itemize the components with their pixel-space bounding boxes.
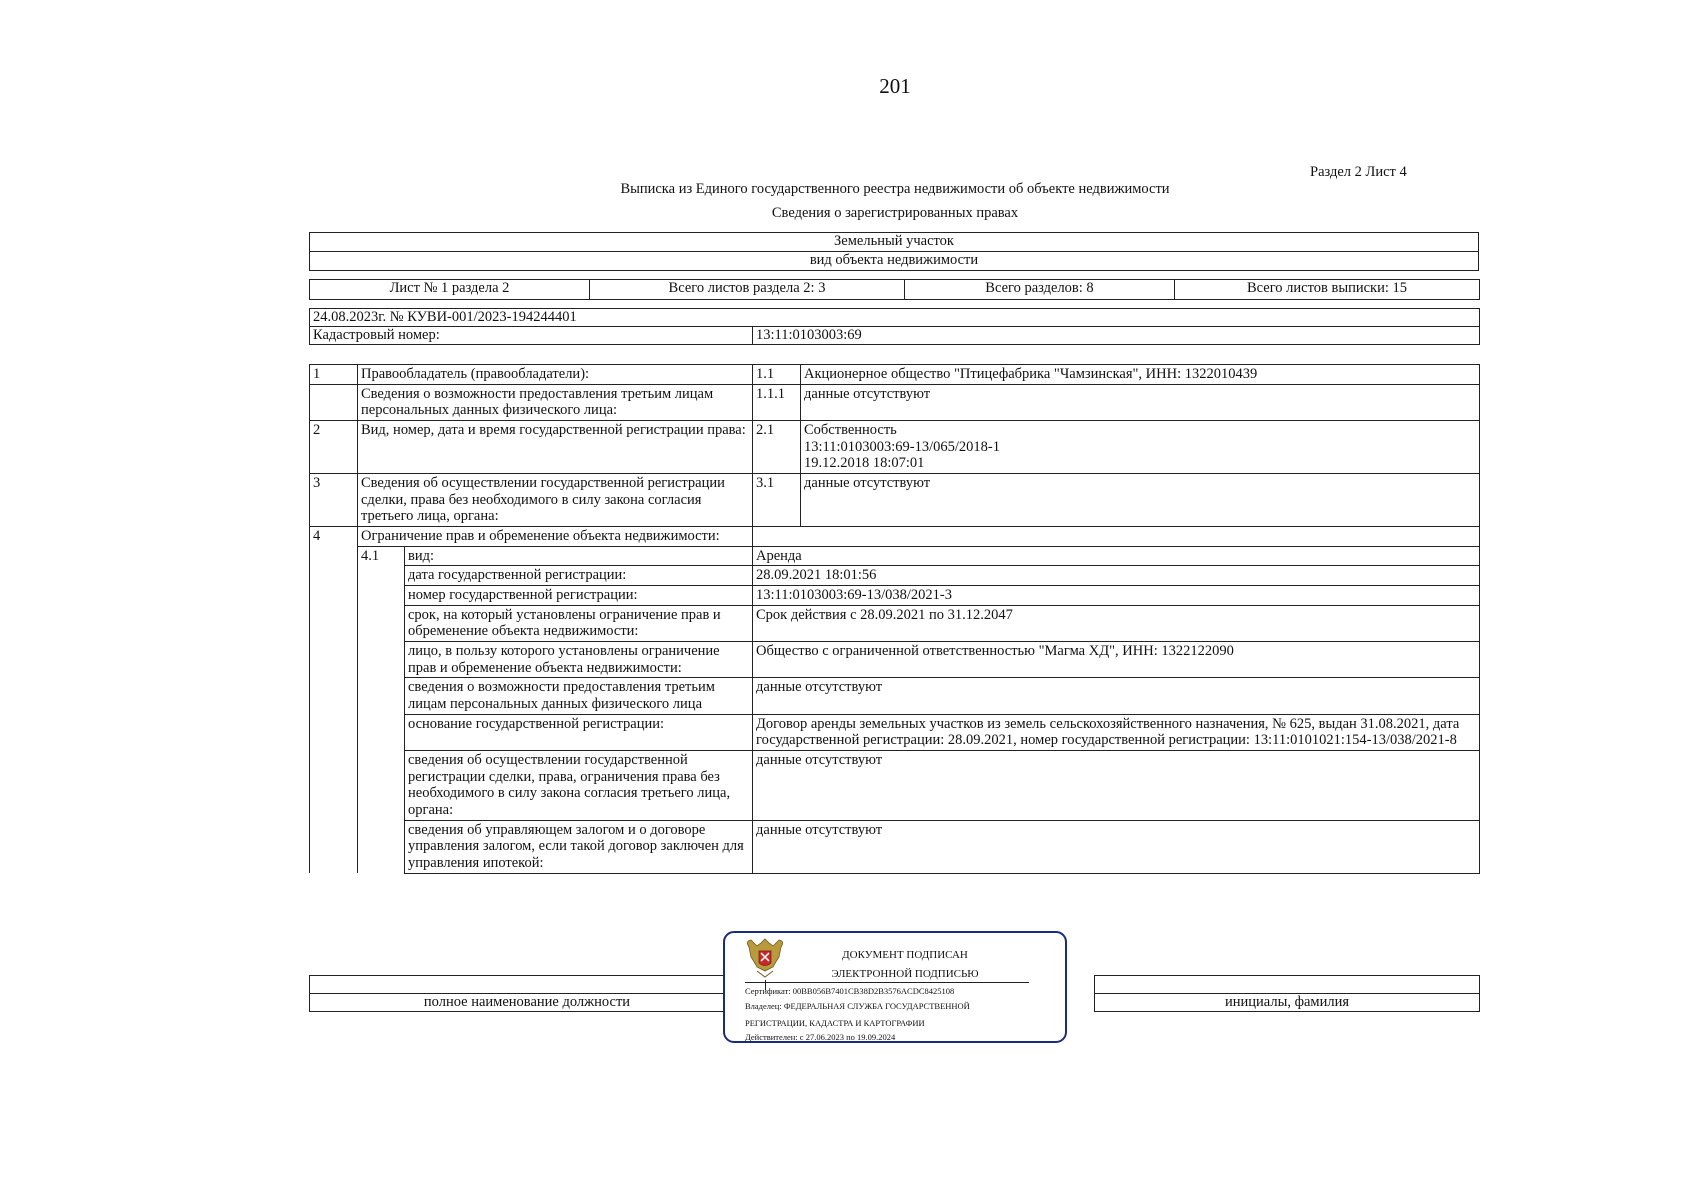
name-caption: инициалы, фамилия bbox=[1095, 994, 1480, 1012]
extract-date-number: 24.08.2023г. № КУВИ-001/2023-194244401 bbox=[310, 309, 1480, 327]
table-row bbox=[310, 546, 1480, 566]
row-label: Вид, номер, дата и время государственной регистрации права: bbox=[358, 421, 753, 474]
encumbrance-value: данные отсутствуют bbox=[753, 751, 1480, 821]
row-sub-number: 2.1 bbox=[753, 421, 801, 474]
rights-table bbox=[309, 364, 1480, 874]
row-sub-number: 3.1 bbox=[753, 474, 801, 527]
encumbrance-label: срок, на который установлены ограничение прав и обременение объекта недвижимости: bbox=[405, 605, 753, 641]
table-row bbox=[310, 751, 1480, 821]
sheet-of-section: Лист № 1 раздела 2 bbox=[310, 280, 590, 300]
row-number: 4 bbox=[310, 527, 358, 547]
table-row bbox=[310, 642, 1480, 678]
row-value: данные отсутствуют bbox=[801, 474, 1480, 527]
name-field bbox=[1095, 976, 1480, 994]
total-sheets-extract: Всего листов выписки: 15 bbox=[1175, 280, 1480, 300]
row-number: 2 bbox=[310, 421, 358, 474]
position-field bbox=[310, 976, 745, 994]
document-subtitle: Сведения о зарегистрированных правах bbox=[771, 205, 1019, 221]
position-caption: полное наименование должности bbox=[310, 994, 745, 1012]
encumbrance-label: сведения об управляющем залогом и о договоре управления залогом, если такой договор заключен для управления ипотекой: bbox=[405, 820, 753, 873]
encumbrance-label: дата государственной регистрации: bbox=[405, 566, 753, 586]
row-sub-number: 4.1 bbox=[358, 546, 405, 566]
coat-of-arms-icon bbox=[745, 937, 785, 983]
row-label: Правообладатель (правообладатели): bbox=[358, 365, 753, 385]
table-row bbox=[310, 714, 1480, 750]
stamp-rule bbox=[745, 982, 1029, 983]
object-caption: вид объекта недвижимости bbox=[310, 252, 1479, 271]
table-row bbox=[310, 566, 1480, 586]
stamp-validity: Действителен: с 27.06.2023 по 19.09.2024 bbox=[745, 1032, 896, 1042]
electronic-signature-stamp bbox=[723, 931, 1067, 1043]
encumbrance-value: 13:11:0103003:69-13/038/2021-3 bbox=[753, 586, 1480, 606]
object-name: Земельный участок bbox=[310, 233, 1479, 252]
stamp-owner: Владелец: ФЕДЕРАЛЬНАЯ СЛУЖБА ГОСУДАРСТВЕННОЙ bbox=[745, 1001, 970, 1011]
table-row bbox=[310, 474, 1480, 527]
right-kind: Собственность bbox=[804, 422, 897, 439]
row-label: Сведения об осуществлении государственной регистрации сделки, права без необходимого в силу закона согласия третьего лица, органа: bbox=[358, 474, 753, 527]
encumbrance-value: Договор аренды земельных участков из земель сельскохозяйственного назначения, № 625, выдан 31.08.2021, дата государственной регистрации: 28.09.2021, номер государственной регистрации: 13:11:0101021:154-13/038/2021-8 bbox=[753, 714, 1480, 750]
total-sections: Всего разделов: 8 bbox=[905, 280, 1175, 300]
encumbrance-value: Срок действия с 28.09.2021 по 31.12.2047 bbox=[753, 605, 1480, 641]
right-registration-date: 19.12.2018 18:07:01 bbox=[804, 455, 925, 472]
right-registration-number: 13:11:0103003:69-13/065/2018-1 bbox=[804, 438, 1001, 455]
table-row bbox=[310, 678, 1480, 714]
row-number: 1 bbox=[310, 365, 358, 385]
encumbrance-value: 28.09.2021 18:01:56 bbox=[753, 566, 1480, 586]
row-label: Сведения о возможности предоставления третьим лицам персональных данных физического лица: bbox=[358, 384, 753, 420]
encumbrance-label: лицо, в пользу которого установлены ограничение прав и обременение объекта недвижимости: bbox=[405, 642, 753, 678]
cadastral-number-label: Кадастровый номер: bbox=[310, 327, 753, 345]
table-row bbox=[310, 384, 1480, 420]
total-sheets-section: Всего листов раздела 2: 3 bbox=[590, 280, 905, 300]
encumbrance-label: сведения о возможности предоставления третьим лицам персональных данных физического лица bbox=[405, 678, 753, 714]
encumbrance-value: Общество с ограниченной ответственностью "Магма ХД", ИНН: 1322122090 bbox=[753, 642, 1480, 678]
encumbrance-label: номер государственной регистрации: bbox=[405, 586, 753, 606]
row-number: 3 bbox=[310, 474, 358, 527]
encumbrance-value: Аренда bbox=[753, 546, 1480, 566]
stamp-line-1: ДОКУМЕНТ ПОДПИСАН bbox=[842, 949, 968, 961]
section-sheet-label: Раздел 2 Лист 4 bbox=[1310, 164, 1407, 180]
sheets-info-table bbox=[309, 279, 1480, 300]
row-value bbox=[801, 421, 1480, 474]
row-sub-number: 1.1.1 bbox=[753, 384, 801, 420]
encumbrance-value: данные отсутствуют bbox=[753, 820, 1480, 873]
stamp-line-2: ЭЛЕКТРОННОЙ ПОДПИСЬЮ bbox=[831, 968, 979, 980]
table-row bbox=[310, 820, 1480, 873]
object-type-table bbox=[309, 232, 1479, 271]
row-label: Ограничение прав и обременение объекта недвижимости: bbox=[358, 527, 753, 547]
table-row bbox=[310, 365, 1480, 385]
row-value: Акционерное общество "Птицефабрика "Чамзинская", ИНН: 1322010439 bbox=[801, 365, 1480, 385]
document-title: Выписка из Единого государственного реестра недвижимости об объекте недвижимости bbox=[620, 181, 1170, 197]
stamp-owner-continued: РЕГИСТРАЦИИ, КАДАСТРА И КАРТОГРАФИИ bbox=[745, 1018, 925, 1028]
row-sub-number: 1.1 bbox=[753, 365, 801, 385]
page-number: 201 bbox=[879, 74, 911, 98]
table-row bbox=[310, 605, 1480, 641]
encumbrance-label: сведения об осуществлении государственной регистрации сделки, права, ограничения права без необходимого в силу закона согласия третьего лица, органа: bbox=[405, 751, 753, 821]
stamp-certificate: Сертификат: 00BB056B7401CB38D2B3576ACDC8425108 bbox=[745, 986, 955, 996]
encumbrance-label: вид: bbox=[405, 546, 753, 566]
encumbrance-label: основание государственной регистрации: bbox=[405, 714, 753, 750]
row-value: данные отсутствуют bbox=[801, 384, 1480, 420]
table-row bbox=[310, 527, 1480, 547]
cadastral-number-value: 13:11:0103003:69 bbox=[753, 327, 1480, 345]
table-row bbox=[310, 586, 1480, 606]
table-row bbox=[310, 421, 1480, 474]
extract-meta-table bbox=[309, 308, 1480, 345]
encumbrance-value: данные отсутствуют bbox=[753, 678, 1480, 714]
